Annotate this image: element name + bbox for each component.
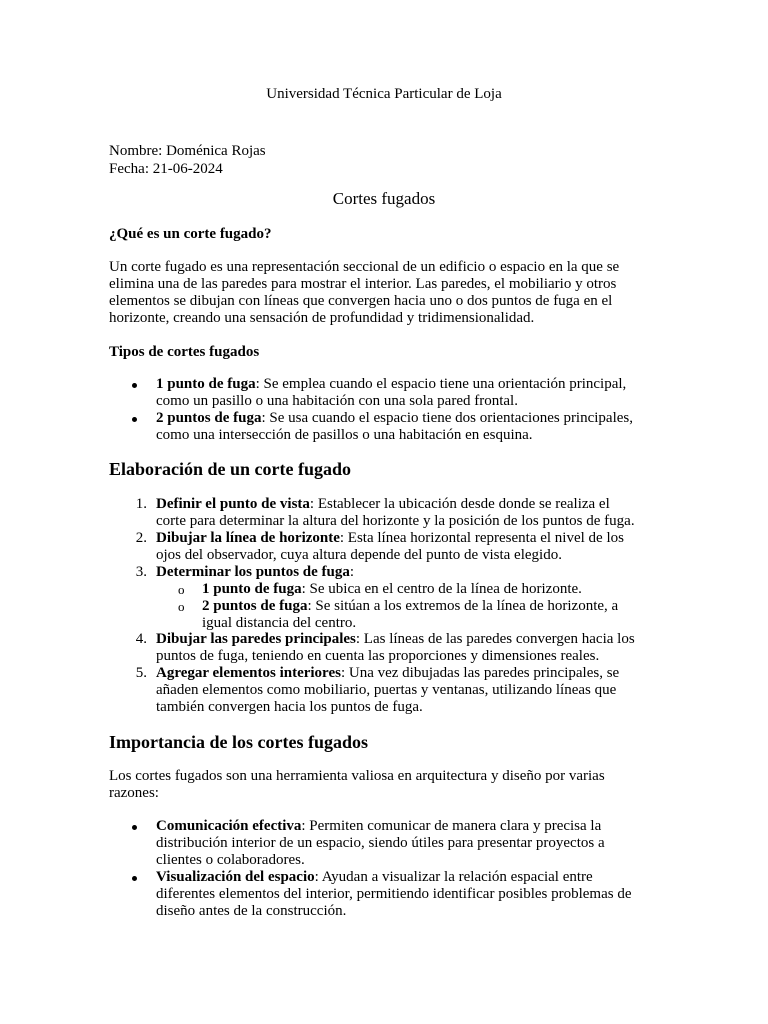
list-item-continuation: diseño antes de la construcción. [156,903,347,919]
paragraph-line: Un corte fugado es una representación seccional de un edificio o espacio en la que se [109,259,620,275]
numbered-item [156,496,610,513]
list-item-term: 1 punto de fuga [156,376,256,392]
document-title: Cortes fugados [332,189,436,208]
list-number: 5. [135,665,147,681]
paragraph-line: horizonte, creando una sensación de profundidad y tridimensionalidad. [109,310,535,326]
list-item-term: Comunicación efectiva [156,818,302,834]
list-item-continuation: clientes o colaboradores. [156,852,305,868]
bullet-icon [132,417,137,422]
list-number: 2. [135,530,147,546]
paragraph-line: razones: [109,785,159,801]
sub-list-item [202,581,582,598]
list-item-term: 2 puntos de fuga [156,410,262,426]
document-date: Fecha: 21-06-2024 [109,161,223,177]
numbered-item-text: : Una vez dibujadas las paredes principales, se [340,665,620,681]
numbered-item-text: : Establecer la ubicación desde donde se realiza el [309,496,610,512]
list-item-text: : Permiten comunicar de manera clara y precisa la [301,818,602,834]
circle-bullet-icon: o [178,599,185,614]
numbered-item-text: : Las líneas de las paredes convergen hacia los [355,631,635,647]
numbered-item-term: Dibujar las paredes principales [156,631,356,647]
list-item-text: : Se usa cuando el espacio tiene dos orientaciones principales, [261,410,633,426]
paragraph-line: elementos se dibujan con líneas que convergen hacia uno o dos puntos de fuga en el [109,293,613,309]
sub-list-item-term: 1 punto de fuga [202,581,302,597]
list-item-text: : Se emplea cuando el espacio tiene una orientación principal, [255,376,627,392]
paragraph-line: Los cortes fugados son una herramienta valiosa en arquitectura y diseño por varias [109,768,605,784]
section-heading-que-es: ¿Qué es un corte fugado? [109,226,272,242]
sub-list-item [202,598,618,615]
numbered-item-continuation: también convergen hacia los puntos de fuga. [156,699,423,715]
numbered-item-term: Definir el punto de vista [156,496,310,512]
paragraph-line: elimina una de las paredes para mostrar el interior. Las paredes, el mobiliario y otros [109,276,617,292]
sub-list-item-text: : Se sitúan a los extremos de la línea de horizonte, a [307,598,619,614]
bullet-icon [132,825,137,830]
list-item-term: Visualización del espacio [156,869,315,885]
list-item [156,869,593,886]
numbered-item-term: Agregar elementos interiores [156,665,341,681]
list-item [156,376,626,393]
numbered-item [156,631,635,648]
numbered-item-continuation: añaden elementos como mobiliario, puertas y ventanas, utilizando líneas que [156,682,617,698]
list-item-continuation: distribución interior de un espacio, siendo útiles para presentar proyectos a [156,835,605,851]
list-item-continuation: como un pasillo o una habitación con una sola pared frontal. [156,393,518,409]
numbered-item-term: Determinar los puntos de fuga [156,564,350,580]
list-item [156,410,633,427]
numbered-item-continuation: ojos del observador, cuya altura depende del punto de vista elegido. [156,547,562,563]
sub-list-item-text: : Se ubica en el centro de la línea de horizonte. [301,581,582,597]
section-heading-elaboracion: Elaboración de un corte fugado [109,459,352,479]
numbered-item-continuation: corte para determinar la altura del horizonte y la posición de los puntos de fuga. [156,513,635,529]
student-name: Nombre: Doménica Rojas [109,143,266,159]
section-heading-tipos: Tipos de cortes fugados [109,344,260,360]
numbered-item [156,530,624,547]
numbered-item-text: : [349,564,355,580]
list-item-continuation: diferentes elementos del interior, permitiendo identificar posibles problemas de [156,886,632,902]
list-item-text: : Ayudan a visualizar la relación espacial entre [314,869,593,885]
numbered-item-term: Dibujar la línea de horizonte [156,530,340,546]
numbered-item [156,564,354,581]
list-number: 4. [135,631,147,647]
numbered-item-continuation: puntos de fuga, teniendo en cuenta las proporciones y dimensiones reales. [156,648,600,664]
numbered-item [156,665,619,682]
bullet-icon [132,876,137,881]
circle-bullet-icon: o [178,582,185,597]
list-number: 3. [135,564,147,580]
numbered-item-text: : Esta línea horizontal representa el nivel de los [339,530,624,546]
university-name: Universidad Técnica Particular de Loja [266,86,502,102]
list-number: 1. [135,496,147,512]
bullet-icon [132,383,137,388]
list-item [156,818,601,835]
sub-list-item-term: 2 puntos de fuga [202,598,308,614]
sub-list-item-continuation: igual distancia del centro. [202,615,357,631]
list-item-continuation: como una intersección de pasillos o una habitación en esquina. [156,427,533,443]
section-heading-importancia: Importancia de los cortes fugados [109,732,368,752]
